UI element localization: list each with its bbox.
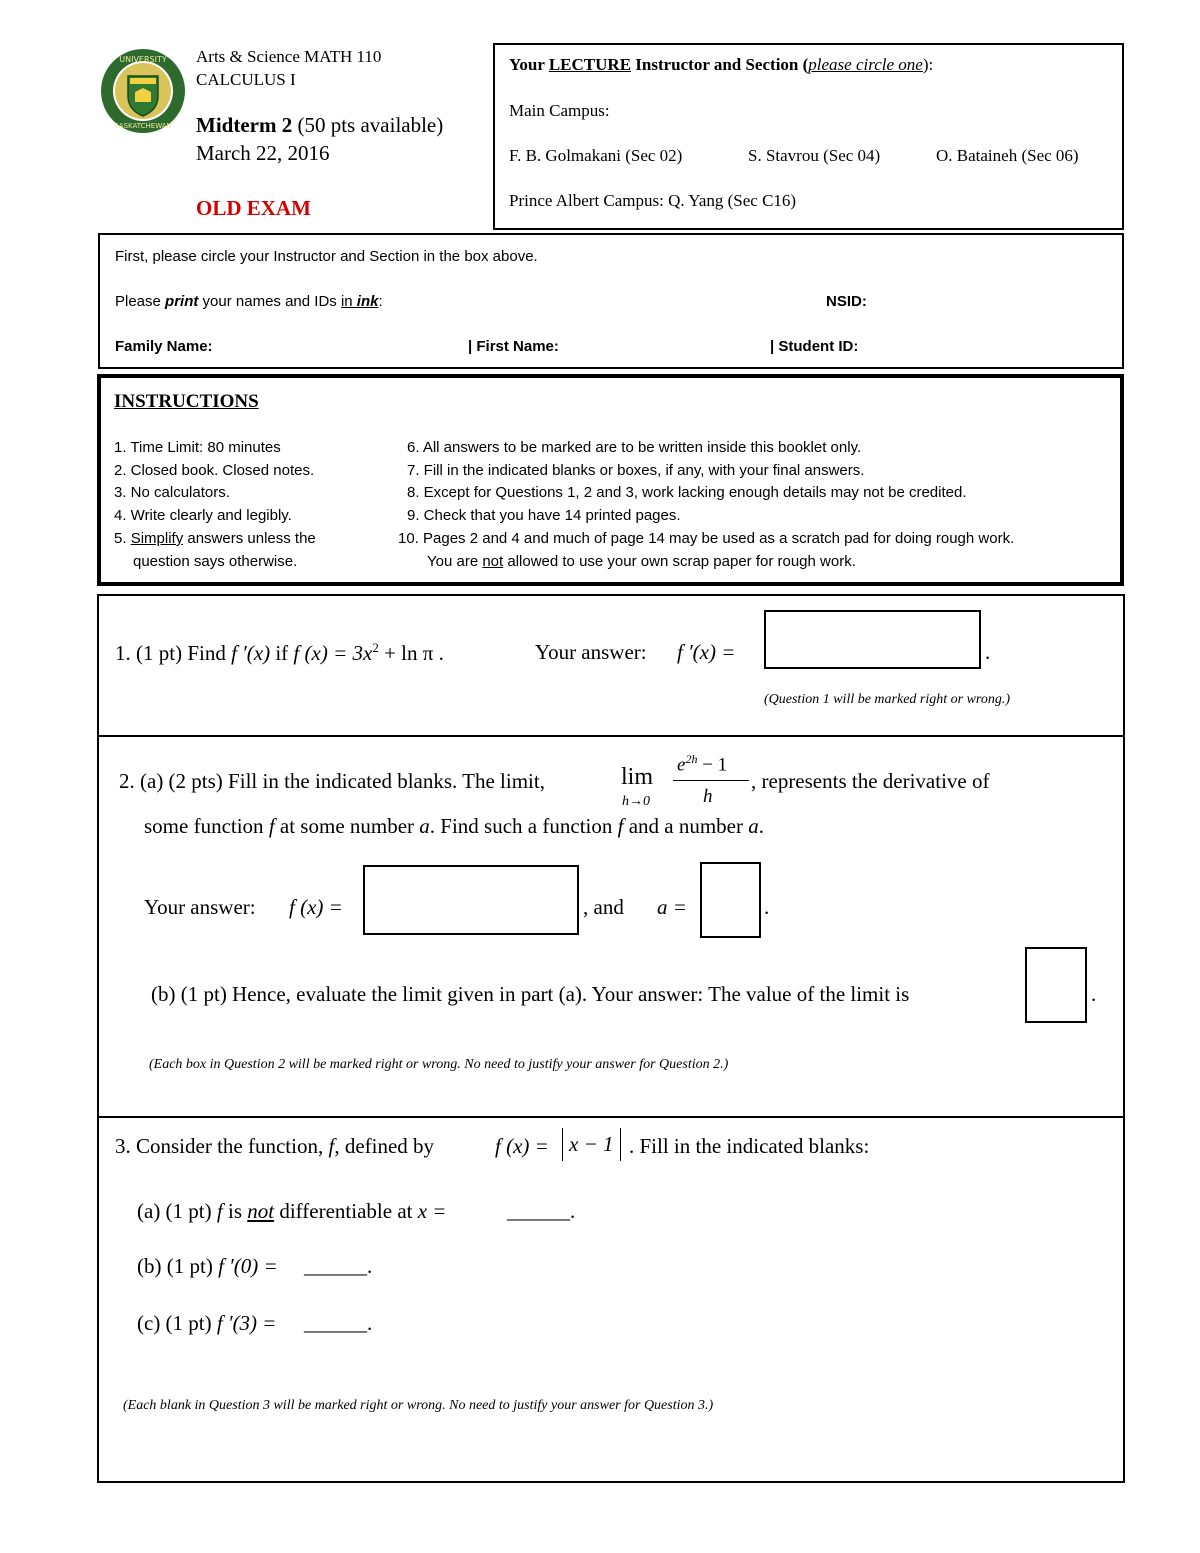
instruction-item-cont: You are not allowed to use your own scrap paper for rough work. [427,552,856,570]
q2-function-box[interactable] [363,865,579,935]
main-campus-label: Main Campus: [509,101,610,120]
lecture-section-box [493,43,1124,230]
instructor-bataineh[interactable]: O. Bataineh (Sec 06) [936,146,1079,165]
fraction-bar [673,780,749,781]
question-2a: 2. (a) (2 pts) Fill in the indicated blanks. The limit, [119,769,545,793]
instruction-item-cont: question says otherwise. [133,552,298,570]
q2-fx-label: f (x) = [289,895,343,919]
lim-subscript: h→0 [622,794,650,809]
q3b-blank[interactable]: ______. [304,1254,373,1278]
q2-period: . [764,895,770,919]
instruction-item: 1. Time Limit: 80 minutes [114,439,281,456]
svg-text:SASKATCHEWAN: SASKATCHEWAN [114,122,172,130]
family-name-field[interactable]: Family Name: [115,338,213,355]
circle-instructions: First, please circle your Instructor and Section in the box above. [115,248,538,265]
exam-title-line [196,113,443,138]
instruction-item: 7. Fill in the indicated blanks or boxes, if any, with your final answers. [407,461,865,479]
q3-fill: . Fill in the indicated blanks: [629,1134,870,1158]
q2-and: , and [583,895,624,919]
lim-symbol: lim [621,764,654,790]
divider [99,1116,1123,1118]
instructions-box [97,374,1124,586]
exam-points: (50 pts available) [297,113,444,137]
q3-abs-value: x − 1 [562,1128,621,1161]
q2a-rest: , represents the derivative of [751,769,990,793]
exam-title: Midterm 2 [196,113,293,137]
q2-number-box[interactable] [700,862,761,938]
q3c-blank[interactable]: ______. [304,1311,373,1335]
q2-your-answer: Your answer: [144,895,256,919]
q2b-limit-box[interactable] [1025,947,1087,1023]
university-crest [100,48,186,134]
fraction-numerator: $e^{2h} - 1$ [677,752,728,776]
question-3: 3. Consider the function, f, defined by [115,1134,435,1158]
q1-period: . [985,640,991,664]
divider [99,735,1123,737]
instruction-item: 6. All answers to be marked are to be written inside this booklet only. [407,439,862,456]
crest-icon [100,48,186,134]
q1-note: (Question 1 will be marked right or wrong.) [764,692,1011,707]
q2-limit-expression [617,752,753,812]
instructor-golmakani[interactable]: F. B. Golmakani (Sec 02) [509,146,683,165]
instructor-prince-albert[interactable]: Prince Albert Campus: Q. Yang (Sec C16) [509,191,797,210]
q1-answer-lhs: f ′(x) = [677,640,736,664]
question-1: 1. (1 pt) Find f ′(x) if f $(x) = 3x^2 + \ln \pi$ . [115,640,444,665]
course-name: CALCULUS I [196,70,296,89]
q2b-period: . [1091,982,1097,1006]
nsid-field[interactable]: NSID: [826,293,867,310]
q3-part-c: (c) (1 pt) f ′(3) = [137,1311,277,1335]
svg-text:UNIVERSITY: UNIVERSITY [119,55,167,64]
q3a-blank[interactable]: ______. [507,1199,576,1223]
instructions-left-list [114,437,316,573]
q2-note: (Each box in Question 2 will be marked right or wrong. No need to justify your answer for Question 2.) [149,1057,729,1072]
q3-function: f (x) = [495,1134,549,1158]
first-name-field[interactable]: | First Name: [468,338,559,355]
print-names-line: Please print your names and IDs in ink: [115,293,383,310]
instructions-right-list [398,437,1014,573]
instruction-item: 2. Closed book. Closed notes. [114,461,315,479]
instruction-item: 10. Pages 2 and 4 and much of page 14 may be used as a scratch pad for doing rough work. [398,529,1015,547]
questions-box [97,594,1125,1483]
q1-answer-box[interactable] [764,610,981,669]
instruction-item: 8. Except for Questions 1, 2 and 3, work lacking enough details may not be credited. [407,484,967,502]
q2-a-label: a = [657,895,687,919]
instruction-item: 3. No calculators. [114,484,230,502]
lecture-title: Your LECTURE Instructor and Section (please circle one): [509,55,934,74]
question-2b: (b) (1 pt) Hence, evaluate the limit given in part (a). Your answer: The value of the limit is [151,982,910,1006]
instruction-item: 4. Write clearly and legibly. [114,507,292,525]
exam-date: March 22, 2016 [196,141,330,165]
q3-note: (Each blank in Question 3 will be marked right or wrong. No need to justify your answer for Question 3.) [123,1398,714,1413]
course-dept: Arts & Science MATH 110 [196,47,382,66]
q2a-line2: some function f at some number a. Find such a function f and a number a. [144,814,764,838]
fraction-denominator: h [703,786,713,807]
instructor-stavrou[interactable]: S. Stavrou (Sec 04) [748,146,881,165]
q3-part-b: (b) (1 pt) f ′(0) = [137,1254,278,1278]
instructions-title: INSTRUCTIONS [114,391,259,412]
instruction-item: 5. Simplify answers unless the [114,529,316,547]
student-id-box [98,233,1124,369]
instruction-item: 9. Check that you have 14 printed pages. [407,507,681,525]
q1-your-answer: Your answer: [535,640,647,664]
q3-part-a: (a) (1 pt) f is not differentiable at x = [137,1199,447,1223]
old-exam-label: OLD EXAM [196,196,311,220]
student-id-field[interactable]: | Student ID: [770,338,859,355]
